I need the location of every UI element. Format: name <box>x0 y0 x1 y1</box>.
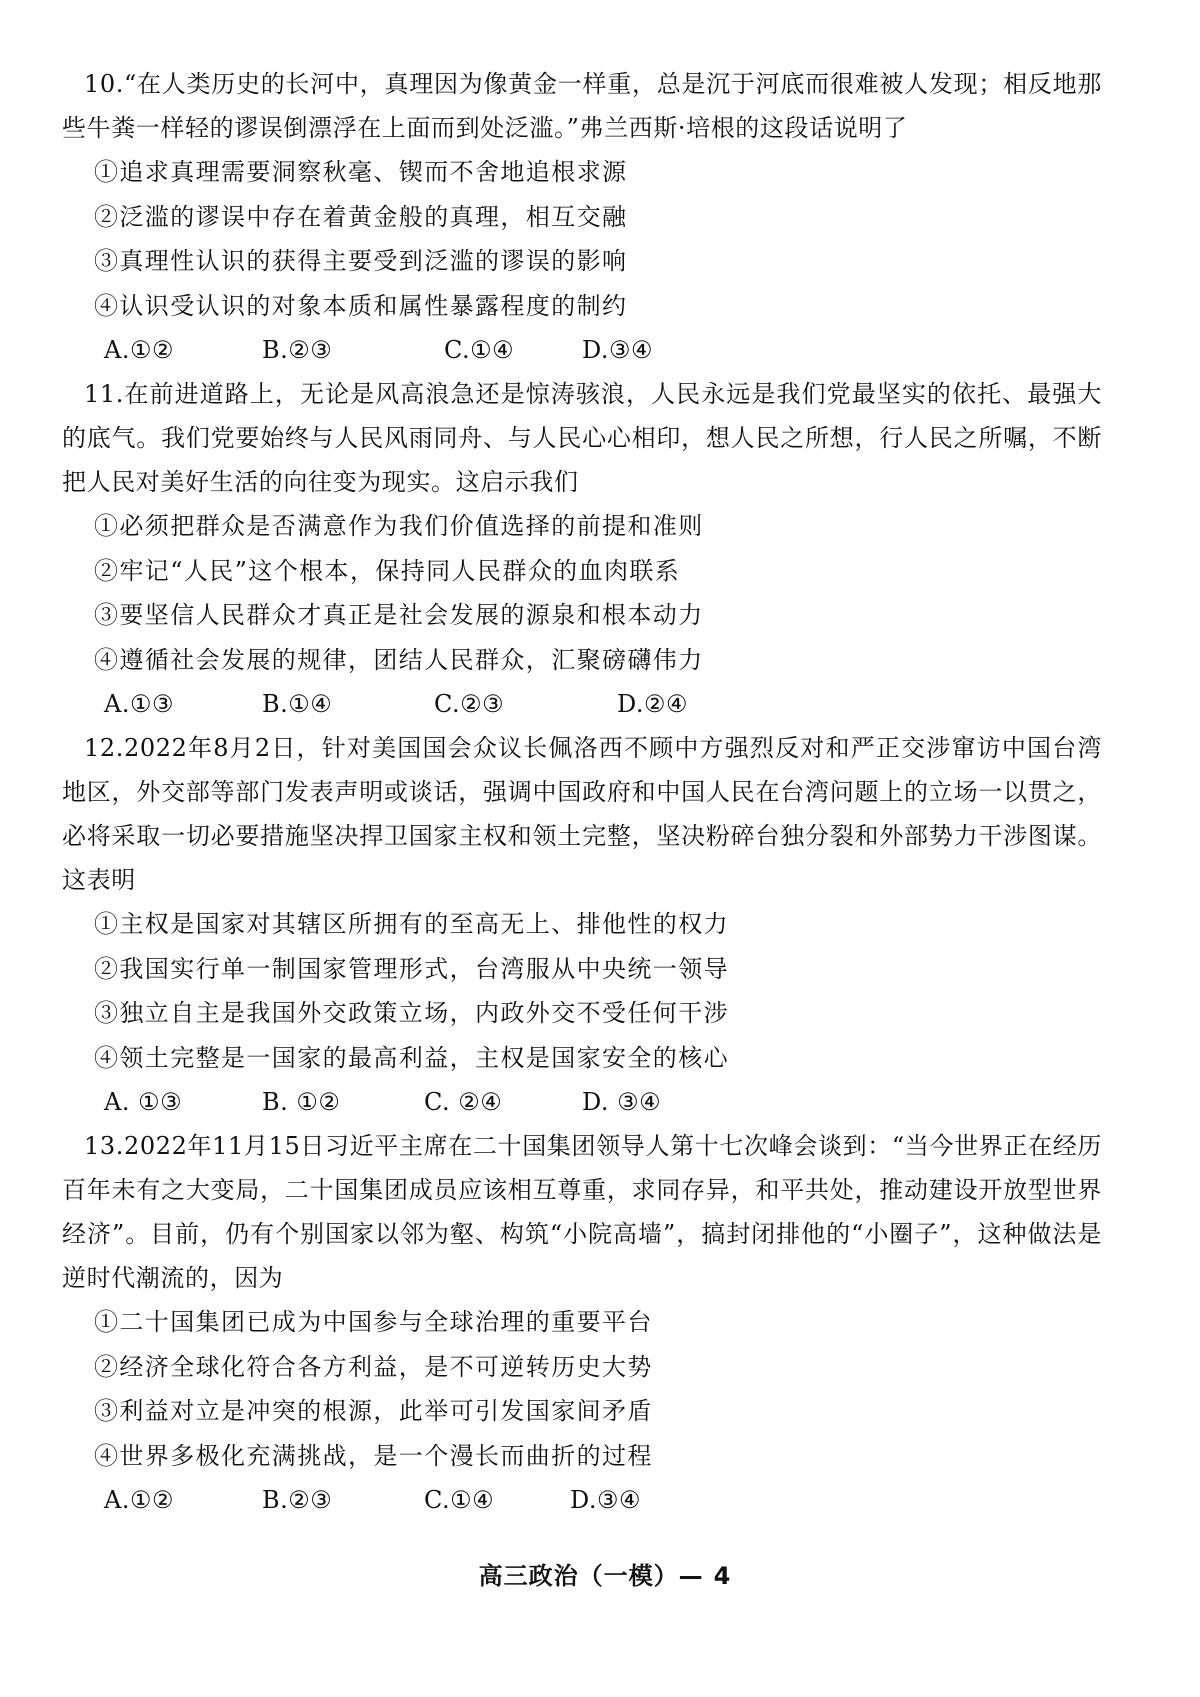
option-4: ④遵循社会发展的规律，团结人民群众，汇聚磅礴伟力 <box>94 645 704 674</box>
footer-label: 高三政治（一模）— <box>478 1562 704 1590</box>
answer-choices <box>62 1080 1102 1124</box>
question-10 <box>62 62 1102 372</box>
option-4: ④认识受认识的对象本质和属性暴露程度的制约 <box>94 291 628 320</box>
option-2: ②经济全球化符合各方利益，是不可逆转历史大势 <box>94 1352 653 1381</box>
option-3: ③独立自主是我国外交政策立场，内政外交不受任何干涉 <box>94 999 729 1027</box>
option-1: ①必须把群众是否满意作为我们价值选择的前提和准则 <box>94 512 704 540</box>
choice-a: A.①② <box>104 336 174 364</box>
choice-b: B. ①② <box>262 1088 341 1116</box>
question-stem: 11.在前进道路上，无论是风高浪急还是惊涛骇浪，人民永远是我们党最坚实的依托、最强大的底气。我们党要始终与人民风雨同舟、与人民心心相印，想人民之所想，行人民之所嘱，不断把人民对美好生活的向往变为现实。这启示我们 <box>62 380 1102 496</box>
answer-choices <box>62 328 1102 372</box>
option-1: ①追求真理需要洞察秋毫、锲而不舍地追根求源 <box>94 158 628 186</box>
option-2: ②泛滥的谬误中存在着黄金般的真理，相互交融 <box>94 202 628 231</box>
option-3: ③利益对立是冲突的根源，此举可引发国家间矛盾 <box>94 1397 653 1425</box>
choice-a: A.①③ <box>104 690 174 718</box>
choice-b: B.①④ <box>262 690 333 718</box>
choice-d: D. ③④ <box>582 1088 662 1116</box>
option-3: ③要坚信人民群众才真正是社会发展的源泉和根本动力 <box>94 601 704 629</box>
choice-b: B.②③ <box>262 1486 333 1514</box>
choice-a: A.①② <box>104 1486 174 1514</box>
choice-a: A. ①③ <box>104 1088 183 1116</box>
choice-b: B.②③ <box>262 336 333 364</box>
choice-c: C.①④ <box>444 336 515 364</box>
question-11 <box>62 372 1102 726</box>
choice-c: C.①④ <box>424 1486 495 1514</box>
option-1: ①二十国集团已成为中国参与全球治理的重要平台 <box>94 1308 653 1336</box>
answer-choices <box>62 1478 1102 1522</box>
option-4: ④领土完整是一国家的最高利益，主权是国家安全的核心 <box>94 1043 729 1072</box>
question-stem: 12.2022年8月2日，针对美国国会众议长佩洛西不顾中方强烈反对和严正交涉窜访中国台湾地区，外交部等部门发表声明或谈话，强调中国政府和中国人民在台湾问题上的立场一以贯之，必将采取一切必要措施坚决捍卫国家主权和领土完整，坚决粉碎台独分裂和外部势力干涉图谋。这表明 <box>62 734 1102 894</box>
option-1: ①主权是国家对其辖区所拥有的至高无上、排他性的权力 <box>94 910 729 938</box>
answer-choices <box>62 682 1102 726</box>
choice-c: C.②③ <box>434 690 505 718</box>
page-footer <box>0 1556 1200 1596</box>
question-12 <box>62 726 1102 1124</box>
option-4: ④世界多极化充满挑战，是一个漫长而曲折的过程 <box>94 1441 653 1470</box>
option-2: ②我国实行单一制国家管理形式，台湾服从中央统一领导 <box>94 954 729 983</box>
option-2: ②牢记“人民”这个根本，保持同人民群众的血肉联系 <box>94 556 681 585</box>
page-number: 4 <box>713 1562 732 1590</box>
choice-d: D.③④ <box>582 336 654 364</box>
question-13 <box>62 1124 1102 1522</box>
choice-d: D.③④ <box>570 1486 642 1514</box>
choice-d: D.②④ <box>617 690 689 718</box>
question-stem: 13.2022年11月15日习近平主席在二十国集团领导人第十七次峰会谈到：“当今世界正在经历百年未有之大变局，二十国集团成员应该相互尊重，求同存异，和平共处，推动建设开放型世界经济”。目前，仍有个别国家以邻为壑、构筑“小院高墙”，搞封闭排他的“小圈子”，这种做法是逆时代潮流的，因为 <box>62 1132 1102 1292</box>
option-3: ③真理性认识的获得主要受到泛滥的谬误的影响 <box>94 247 628 275</box>
choice-c: C. ②④ <box>424 1088 503 1116</box>
question-stem: 10.“在人类历史的长河中，真理因为像黄金一样重，总是沉于河底而很难被人发现；相反地那些牛粪一样轻的谬误倒漂浮在上面而到处泛滥。”弗兰西斯·培根的这段话说明了 <box>62 70 1102 142</box>
